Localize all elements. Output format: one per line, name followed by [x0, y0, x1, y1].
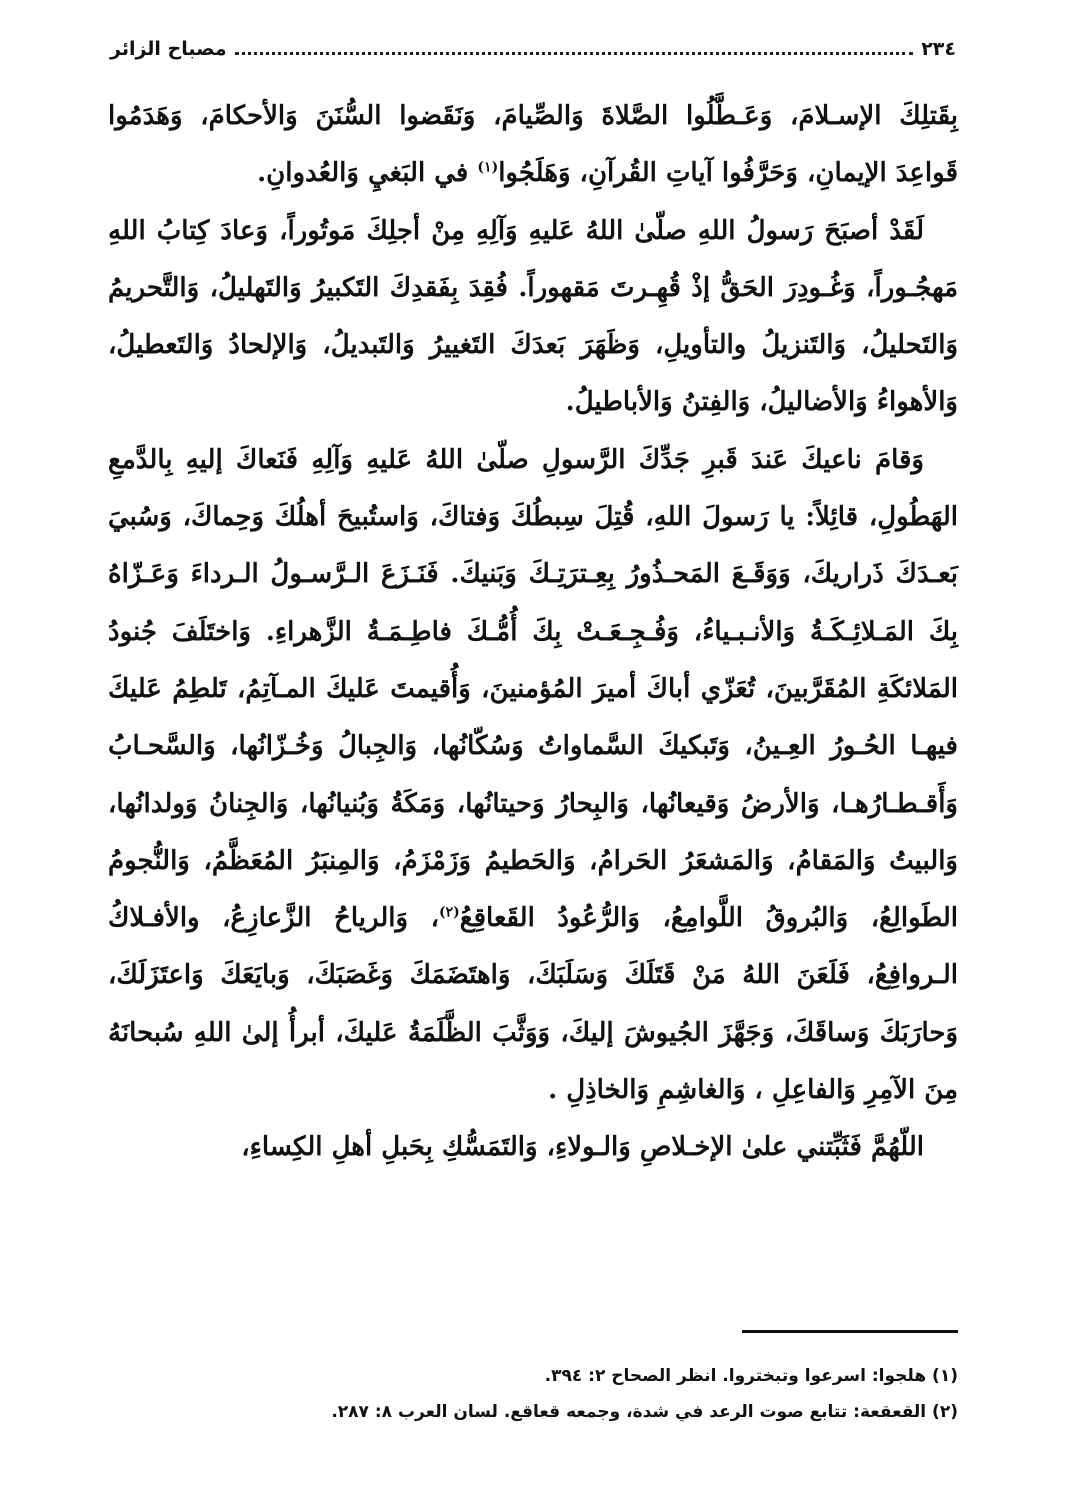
paragraph [108, 88, 958, 203]
paragraph-text: لَقَدْ أصبَحَ رَسولُ اللهِ صلّىٰ اللهُ عَليهِ وَآلِهِ مِنْ أجلِكَ مَوتُوراً، وَعادَ كِتابُ اللهِ مَهجُـوراً، وَغُـودِرَ الحَقُّ إذْ قُهِـرتَ مَقهوراً. فُقِدَ بِفَقدِكَ التَكبيرُ وَالتَهليلُ، وَالتَّحريمُ وَالتَحليلُ، وَالتَنزيلُ والتأويلِ، وَظَهَرَ بَعدَكَ التَغييرُ وَالتَبديلُ، وَالإلحادُ وَالتَعطيلُ، وَالأهواءُ وَالأضاليلُ، وَالفِتنُ وَالأباطيلُ. [108, 215, 958, 418]
footnotes [108, 1358, 958, 1430]
paragraph [108, 203, 958, 432]
paragraph-text: في البَغيِ وَالعُدوانِ. [257, 158, 478, 189]
main-text [108, 88, 958, 1177]
footnote-reference: (١) [477, 159, 499, 176]
footnote-separator [742, 1330, 958, 1333]
paragraph-text: ، وَالرياحُ الزَّعازِعُ، والأفـلاكُ الـروافِعُ، فَلَعَنَ اللهُ مَنْ قَتَلَكَ وَسَلَبَكَ، وَاهتَضَمَكَ وَغَصَبَكَ، وَبايَعَكَ وَاعتَزَلَكَ، وَحارَبَكَ وَساقَكَ، وَجَهَّزَ الجُيوشَ إليكَ، وَوَثَّبَ الظَّلَمَةُ عَليكَ، أبرأُ إلىٰ اللهِ سُبحانَهُ مِنَ الآمِرِ وَالفاعِلِ ، وَالغاشِمِ وَالخاذِلِ . [108, 903, 958, 1106]
footnote-2: (٢) القعقعة: تتابع صوت الرعد في شدة، وجمعه قعاقع. لسان العرب ٨: ٢٨٧. [331, 1402, 958, 1422]
paragraph-text: اللّهُمَّ فَثَبِّتني علىٰ الإخـلاصِ وَالـولاءِ، وَالتَمَسُّكِ بِحَبلِ أهلِ الكِساءِ، [241, 1132, 924, 1163]
running-title: مصباح الزائر [110, 38, 227, 60]
header-dot-leader [235, 51, 914, 55]
page-header [110, 38, 956, 74]
paragraph [108, 1119, 958, 1176]
footnote-reference: (٢) [438, 904, 460, 921]
page-number: ٢٣٤ [921, 38, 956, 60]
paragraph-text: بِقَتلِكَ الإسـلامَ، وَعَـطَّلُوا الصَّلاةَ وَالصِّيامَ، وَنَقَضوا السُّنَنَ وَالأحكامَ، وَهَدَمُوا قَواعِدَ الإيمانِ، وَحَرَّفُوا آياتِ القُرآنِ، وَهَلَجُوا [108, 101, 958, 189]
paragraph [108, 432, 958, 1120]
footnote-1: (١) هلجوا: اسرعوا وتبختروا. انظر الصحاح ٢: ٣٩٤. [544, 1366, 958, 1386]
paragraph-text: وَقامَ ناعيكَ عَندَ قَبرِ جَدِّكَ الرَّسولِ صلّىٰ اللهُ عَليهِ وَآلِهِ فَنَعاكَ إليهِ بِالدَّمعِ الهَطُولِ، قائِلاً: يا رَسولَ اللهِ، قُتِلَ سِبطُكَ وَفتاكَ، وَاستُبيحَ أهلُكَ وَحِماكَ، وَسُبيَ بَعـدَكَ ذَراريكَ، وَوَقَـعَ المَحـذُورُ بِعِـترَتِـكَ وَبَنيكَ. فَنَـزَعَ الـرَّسـولُ الـرداءَ وَعَـزّاهُ بِكَ المَـلائِـكَـةُ وَالأنـبـياءُ، وَفُـجِـعَـتْ بِكَ أُمُّـكَ فاطِـمَـةُ الزَّهراءِ. وَاختَلَفَ جُنودُ المَلائكَةِ المُقَرَّبينَ، تُعَزّي أباكَ أميرَ المُؤمنينَ، وَأُقيمتَ عَليكَ المـآتِمُ، تَلطِمُ عَليكَ فيهـا الحُـورُ العِـينُ، وَتَبكيكَ السَّماواتُ وَسُكّانُها، وَالجِبالُ وَخُـزّانُها، وَالسَّحـابُ وَأَقـطـارُهـا، وَالأرضُ وَقيعانُها، وَالبِحارُ وَحيتانُها، وَمَكَةُ وَبُنيانُها، وَالجِنانُ وَولدانُها، وَالبيتُ وَالمَقامُ، وَالمَشعَرُ الحَرامُ، وَالحَطيمُ وَزَمْزَمُ، وَالمِنبَرُ المُعَظَّمُ، وَالنُّجومُ الطَوالِعُ، وَالبُروقُ اللَّوامِعُ، وَالرُّعُودُ القَعاقِعُ [108, 444, 958, 934]
